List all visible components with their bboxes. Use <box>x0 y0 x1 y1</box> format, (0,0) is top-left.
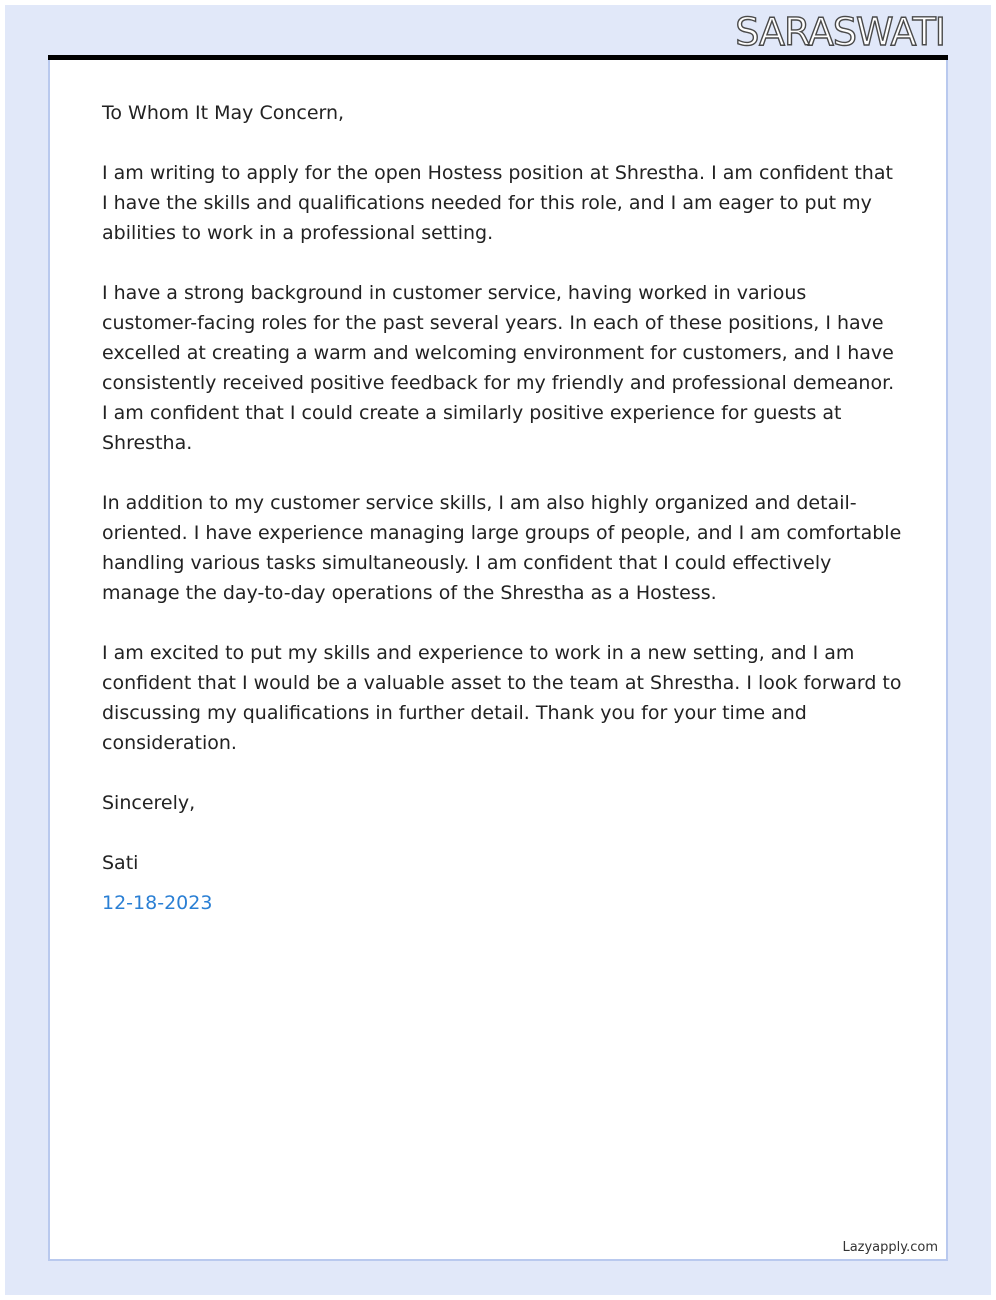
paragraph-closing-statement: I am excited to put my skills and experience to work in a new setting, and I am confident that I would be a valuable asset to the team at Shrestha. I look forward to discussing my qualifications in further detail. Thank you for your time and consideration. <box>102 642 902 754</box>
signature-name: Sati <box>102 852 139 874</box>
closing: Sincerely, <box>102 792 196 814</box>
letter-date: 12-18-2023 <box>102 892 213 914</box>
paragraph-experience: I have a strong background in customer service, having worked in various customer-facing roles for the past several years. In each of these positions, I have excelled at creating a warm and welcoming environment for customers, and I have consistently received positive feedback for my friendly and professional demeanor. I am confident that I could create a similarly positive experience for guests at Shrestha. <box>102 282 895 454</box>
paragraph-intro: I am writing to apply for the open Hostess position at Shrestha. I am confident that I have the skills and qualifications needed for this role, and I am eager to put my abilities to work in a professional setting. <box>102 162 893 244</box>
letter-body <box>102 98 902 918</box>
salutation: To Whom It May Concern, <box>102 102 345 124</box>
footer-brand: Lazyapply.com <box>842 1240 938 1255</box>
applicant-name-header: SARASWATI <box>735 10 945 54</box>
letter-sheet <box>48 60 948 1261</box>
paragraph-skills: In addition to my customer service skills, I am also highly organized and detail-oriented. I have experience managing large groups of people, and I am comfortable handling various tasks simultaneously. I am confident that I could effectively manage the day-to-day operations of the Shrestha as a Hostess. <box>102 492 902 604</box>
